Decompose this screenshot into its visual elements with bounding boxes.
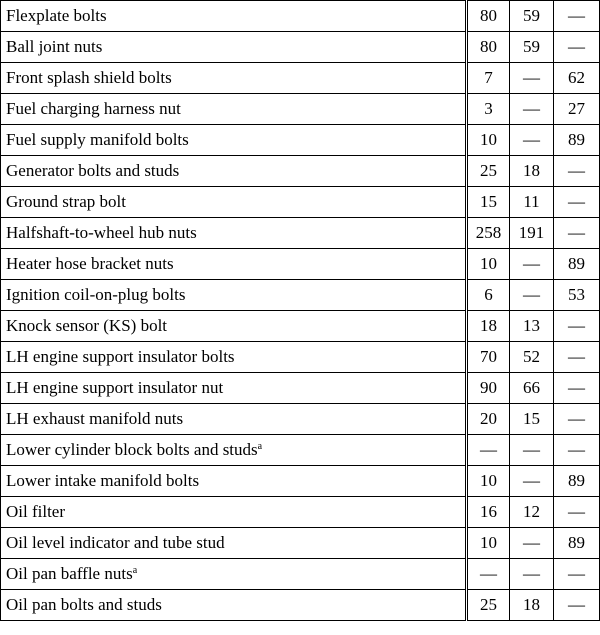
- lbin-value: —: [554, 218, 600, 249]
- lbft-value: —: [510, 466, 554, 497]
- lbin-value: 89: [554, 528, 600, 559]
- lbin-value: —: [554, 311, 600, 342]
- lbft-value: —: [510, 125, 554, 156]
- lbin-value: —: [554, 404, 600, 435]
- lbft-value: 15: [510, 404, 554, 435]
- item-description-cell: [1, 1, 467, 32]
- lbft-value: 191: [510, 218, 554, 249]
- table-row: [1, 311, 600, 342]
- item-description: Fuel charging harness nut: [6, 99, 181, 118]
- lbin-value: —: [554, 590, 600, 621]
- nm-value: 80: [467, 1, 510, 32]
- table-body: [1, 1, 600, 621]
- table-row: [1, 218, 600, 249]
- lbft-value: 18: [510, 590, 554, 621]
- lbft-value: —: [510, 249, 554, 280]
- table-row: [1, 125, 600, 156]
- lbin-value: 89: [554, 125, 600, 156]
- nm-value: 16: [467, 497, 510, 528]
- lbin-value: —: [554, 1, 600, 32]
- table-row: [1, 466, 600, 497]
- nm-value: 15: [467, 187, 510, 218]
- lbft-value: 18: [510, 156, 554, 187]
- lbin-value: 89: [554, 249, 600, 280]
- nm-value: 6: [467, 280, 510, 311]
- table-row: [1, 249, 600, 280]
- item-description: Ball joint nuts: [6, 37, 103, 56]
- item-description: Lower cylinder block bolts and studs: [6, 440, 258, 459]
- item-description: Generator bolts and studs: [6, 161, 180, 180]
- item-description: Oil pan bolts and studs: [6, 595, 162, 614]
- nm-value: 80: [467, 32, 510, 63]
- lbin-value: —: [554, 342, 600, 373]
- table-row: [1, 435, 600, 466]
- lbin-value: —: [554, 32, 600, 63]
- lbin-value: —: [554, 187, 600, 218]
- nm-value: 258: [467, 218, 510, 249]
- nm-value: 10: [467, 125, 510, 156]
- item-description: Heater hose bracket nuts: [6, 254, 174, 273]
- nm-value: 10: [467, 528, 510, 559]
- item-description: Fuel supply manifold bolts: [6, 130, 189, 149]
- table-row: [1, 528, 600, 559]
- item-description: Oil filter: [6, 502, 66, 521]
- table-row: [1, 404, 600, 435]
- table-row: [1, 559, 600, 590]
- item-description: Lower intake manifold bolts: [6, 471, 200, 490]
- lbin-value: —: [554, 156, 600, 187]
- nm-value: 10: [467, 466, 510, 497]
- item-description: LH engine support insulator bolts: [6, 347, 235, 366]
- item-description: Flexplate bolts: [6, 6, 107, 25]
- table-row: [1, 32, 600, 63]
- table-row: [1, 156, 600, 187]
- item-description: LH engine support insulator nut: [6, 378, 224, 397]
- lbft-value: 52: [510, 342, 554, 373]
- item-description-cell: [1, 187, 467, 218]
- nm-value: —: [467, 435, 510, 466]
- lbft-value: 59: [510, 1, 554, 32]
- table-row: [1, 63, 600, 94]
- nm-value: 25: [467, 156, 510, 187]
- item-description: Halfshaft-to-wheel hub nuts: [6, 223, 197, 242]
- lbin-value: —: [554, 373, 600, 404]
- item-description-cell: [1, 94, 467, 125]
- item-description-cell: [1, 528, 467, 559]
- table-row: [1, 280, 600, 311]
- item-description-cell: [1, 218, 467, 249]
- lbft-value: 66: [510, 373, 554, 404]
- nm-value: 90: [467, 373, 510, 404]
- nm-value: 7: [467, 63, 510, 94]
- item-description-cell: [1, 125, 467, 156]
- item-description-cell: [1, 32, 467, 63]
- item-description: Ground strap bolt: [6, 192, 126, 211]
- table-row: [1, 590, 600, 621]
- item-description-cell: [1, 63, 467, 94]
- item-description-cell: [1, 249, 467, 280]
- lbft-value: —: [510, 559, 554, 590]
- item-description-cell: [1, 280, 467, 311]
- item-description: Oil pan baffle nuts: [6, 564, 133, 583]
- item-description: Knock sensor (KS) bolt: [6, 316, 168, 335]
- table-row: [1, 373, 600, 404]
- item-description-cell: [1, 404, 467, 435]
- lbft-value: 11: [510, 187, 554, 218]
- item-description-cell: [1, 466, 467, 497]
- item-description-cell: [1, 342, 467, 373]
- lbft-value: —: [510, 435, 554, 466]
- item-description-cell: [1, 373, 467, 404]
- item-description-cell: [1, 435, 467, 466]
- nm-value: 70: [467, 342, 510, 373]
- item-description-cell: [1, 590, 467, 621]
- nm-value: —: [467, 559, 510, 590]
- nm-value: 10: [467, 249, 510, 280]
- item-description-cell: [1, 497, 467, 528]
- footnote-marker: a: [132, 565, 138, 576]
- item-description: Ignition coil-on-plug bolts: [6, 285, 186, 304]
- item-description-cell: [1, 156, 467, 187]
- item-description: Oil level indicator and tube stud: [6, 533, 225, 552]
- lbin-value: 53: [554, 280, 600, 311]
- nm-value: 18: [467, 311, 510, 342]
- lbin-value: —: [554, 497, 600, 528]
- lbft-value: —: [510, 94, 554, 125]
- lbft-value: 12: [510, 497, 554, 528]
- lbin-value: 89: [554, 466, 600, 497]
- lbft-value: 59: [510, 32, 554, 63]
- table-row: [1, 94, 600, 125]
- lbin-value: 62: [554, 63, 600, 94]
- lbin-value: —: [554, 559, 600, 590]
- nm-value: 25: [467, 590, 510, 621]
- lbft-value: —: [510, 280, 554, 311]
- lbin-value: 27: [554, 94, 600, 125]
- nm-value: 3: [467, 94, 510, 125]
- lbft-value: 13: [510, 311, 554, 342]
- table-row: [1, 1, 600, 32]
- table-row: [1, 497, 600, 528]
- table-row: [1, 187, 600, 218]
- item-description: LH exhaust manifold nuts: [6, 409, 184, 428]
- nm-value: 20: [467, 404, 510, 435]
- item-description-cell: [1, 559, 467, 590]
- item-description-cell: [1, 311, 467, 342]
- table-row: [1, 342, 600, 373]
- lbft-value: —: [510, 63, 554, 94]
- lbft-value: —: [510, 528, 554, 559]
- footnote-marker: a: [257, 441, 263, 452]
- lbin-value: —: [554, 435, 600, 466]
- item-description: Front splash shield bolts: [6, 68, 172, 87]
